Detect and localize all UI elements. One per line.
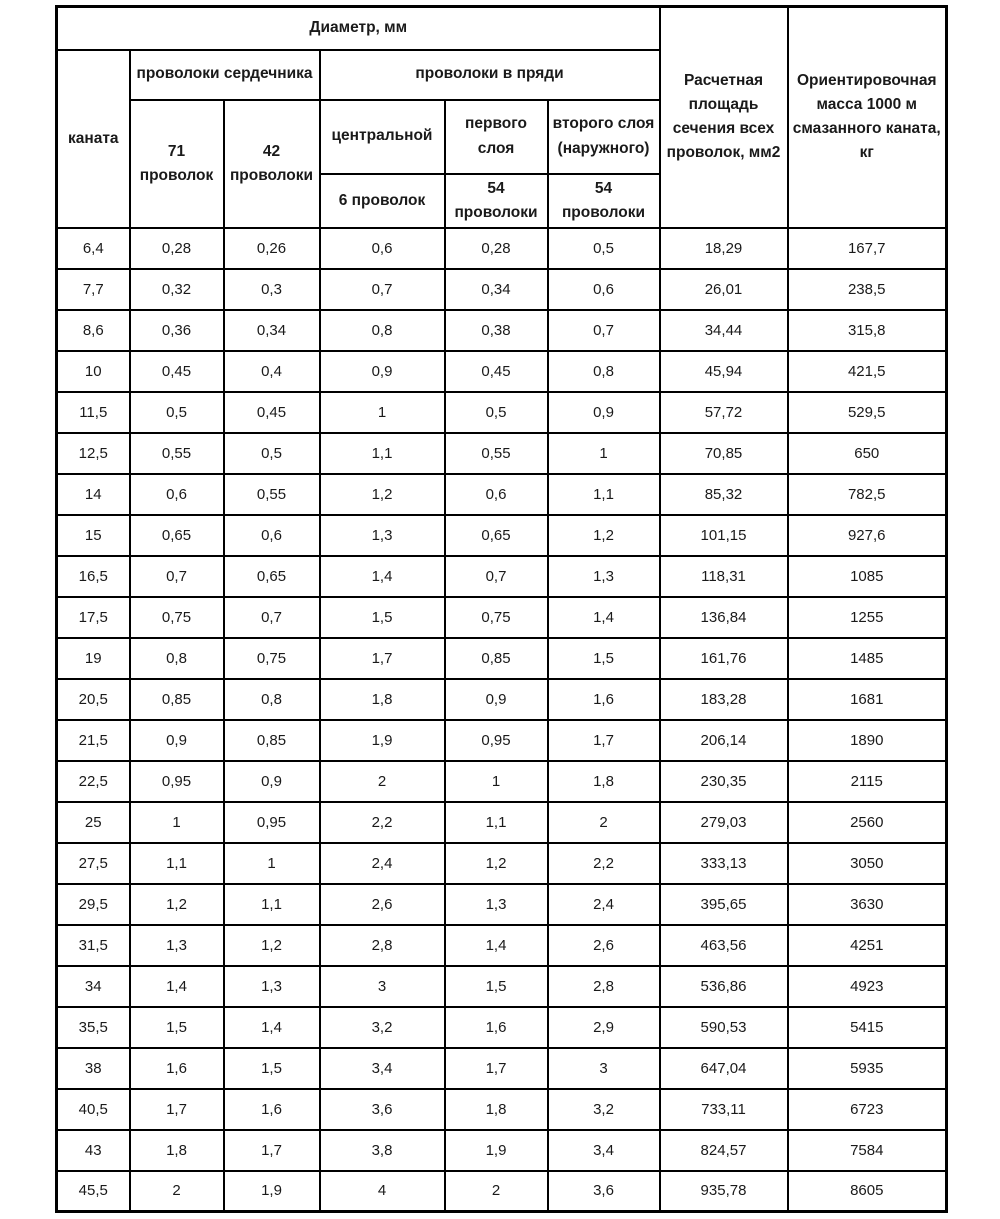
cell-first-layer-wire: 1,1	[445, 802, 548, 843]
table-row	[57, 843, 947, 884]
cell-first-layer-wire: 0,55	[445, 433, 548, 474]
cell-first-layer-wire: 1,8	[445, 1089, 548, 1130]
cell-first-layer-wire: 0,5	[445, 392, 548, 433]
cell-second-layer-wire: 2,6	[548, 925, 660, 966]
header-core-wires-group: проволоки сердечника	[130, 50, 320, 100]
table-row	[57, 1048, 947, 1089]
cell-core-wire-42: 0,6	[224, 515, 320, 556]
cell-core-wire-71: 1,5	[130, 1007, 224, 1048]
cell-second-layer-wire: 1,1	[548, 474, 660, 515]
cell-second-layer-wire: 2,4	[548, 884, 660, 925]
cell-rope-diameter: 40,5	[57, 1089, 130, 1130]
cell-central-wire: 3,4	[320, 1048, 445, 1089]
table-row	[57, 556, 947, 597]
header-core-71: 71 проволок	[130, 100, 224, 228]
cell-core-wire-71: 1,8	[130, 1130, 224, 1171]
table-row	[57, 474, 947, 515]
cell-core-wire-71: 0,28	[130, 228, 224, 269]
cell-first-layer-wire: 1,6	[445, 1007, 548, 1048]
cell-core-wire-71: 0,32	[130, 269, 224, 310]
cell-first-layer-wire: 0,38	[445, 310, 548, 351]
cell-section-area: 85,32	[660, 474, 788, 515]
table-row	[57, 884, 947, 925]
cell-core-wire-71: 0,65	[130, 515, 224, 556]
cell-central-wire: 1,5	[320, 597, 445, 638]
cell-section-area: 395,65	[660, 884, 788, 925]
cell-second-layer-wire: 2,8	[548, 966, 660, 1007]
cell-first-layer-wire: 1,2	[445, 843, 548, 884]
cell-core-wire-42: 0,34	[224, 310, 320, 351]
cell-first-layer-wire: 2	[445, 1171, 548, 1212]
cell-central-wire: 2,4	[320, 843, 445, 884]
cell-central-wire: 1,7	[320, 638, 445, 679]
table-row	[57, 515, 947, 556]
cell-section-area: 463,56	[660, 925, 788, 966]
cell-rope-diameter: 17,5	[57, 597, 130, 638]
cell-section-area: 18,29	[660, 228, 788, 269]
cell-first-layer-wire: 0,85	[445, 638, 548, 679]
cell-mass-1000m: 1681	[788, 679, 947, 720]
cell-rope-diameter: 15	[57, 515, 130, 556]
cell-core-wire-71: 1	[130, 802, 224, 843]
cell-section-area: 647,04	[660, 1048, 788, 1089]
cell-second-layer-wire: 1,2	[548, 515, 660, 556]
cell-central-wire: 1,8	[320, 679, 445, 720]
cell-second-layer-wire: 3,2	[548, 1089, 660, 1130]
cell-section-area: 183,28	[660, 679, 788, 720]
cell-central-wire: 4	[320, 1171, 445, 1212]
cell-core-wire-42: 1,2	[224, 925, 320, 966]
cell-second-layer-wire: 2	[548, 802, 660, 843]
table-row	[57, 1089, 947, 1130]
cell-core-wire-42: 0,3	[224, 269, 320, 310]
cell-mass-1000m: 4923	[788, 966, 947, 1007]
cell-core-wire-42: 1,3	[224, 966, 320, 1007]
cell-second-layer-wire: 3,4	[548, 1130, 660, 1171]
cell-core-wire-71: 1,4	[130, 966, 224, 1007]
cell-first-layer-wire: 0,45	[445, 351, 548, 392]
cell-mass-1000m: 7584	[788, 1130, 947, 1171]
cell-mass-1000m: 1085	[788, 556, 947, 597]
cell-central-wire: 3,2	[320, 1007, 445, 1048]
cell-first-layer-wire: 0,75	[445, 597, 548, 638]
header-diameter-group: Диаметр, мм	[57, 7, 660, 50]
cell-second-layer-wire: 2,9	[548, 1007, 660, 1048]
cell-mass-1000m: 8605	[788, 1171, 947, 1212]
table-row	[57, 638, 947, 679]
cell-first-layer-wire: 0,7	[445, 556, 548, 597]
cell-central-wire: 2	[320, 761, 445, 802]
cell-core-wire-71: 1,7	[130, 1089, 224, 1130]
cell-core-wire-42: 0,65	[224, 556, 320, 597]
cell-mass-1000m: 529,5	[788, 392, 947, 433]
table-row	[57, 269, 947, 310]
cell-mass-1000m: 421,5	[788, 351, 947, 392]
cell-mass-1000m: 1890	[788, 720, 947, 761]
cell-core-wire-71: 2	[130, 1171, 224, 1212]
cell-second-layer-wire: 1,3	[548, 556, 660, 597]
cell-core-wire-71: 0,7	[130, 556, 224, 597]
cell-second-layer-wire: 0,9	[548, 392, 660, 433]
cell-rope-diameter: 45,5	[57, 1171, 130, 1212]
cell-core-wire-42: 0,75	[224, 638, 320, 679]
cell-mass-1000m: 1255	[788, 597, 947, 638]
cell-second-layer-wire: 1,6	[548, 679, 660, 720]
header-central: центральной	[320, 100, 445, 174]
cell-mass-1000m: 3050	[788, 843, 947, 884]
cell-core-wire-42: 0,55	[224, 474, 320, 515]
cell-core-wire-71: 1,3	[130, 925, 224, 966]
cell-rope-diameter: 10	[57, 351, 130, 392]
cell-mass-1000m: 782,5	[788, 474, 947, 515]
cell-rope-diameter: 21,5	[57, 720, 130, 761]
table-row	[57, 966, 947, 1007]
header-core-42: 42 проволоки	[224, 100, 320, 228]
table-row	[57, 351, 947, 392]
cell-central-wire: 3,6	[320, 1089, 445, 1130]
cell-second-layer-wire: 0,8	[548, 351, 660, 392]
cell-mass-1000m: 3630	[788, 884, 947, 925]
cell-rope-diameter: 6,4	[57, 228, 130, 269]
cell-central-wire: 1,3	[320, 515, 445, 556]
cell-second-layer-wire: 1	[548, 433, 660, 474]
cell-second-layer-wire: 1,4	[548, 597, 660, 638]
table-body	[57, 228, 947, 1212]
cell-section-area: 45,94	[660, 351, 788, 392]
cell-central-wire: 1,4	[320, 556, 445, 597]
cell-mass-1000m: 2115	[788, 761, 947, 802]
cell-central-wire: 2,2	[320, 802, 445, 843]
cell-core-wire-71: 0,45	[130, 351, 224, 392]
cell-section-area: 34,44	[660, 310, 788, 351]
cell-first-layer-wire: 1,4	[445, 925, 548, 966]
header-first-layer-count: 54 проволоки	[445, 174, 548, 228]
cell-mass-1000m: 238,5	[788, 269, 947, 310]
cell-central-wire: 3	[320, 966, 445, 1007]
table-row	[57, 597, 947, 638]
cell-second-layer-wire: 0,6	[548, 269, 660, 310]
cell-rope-diameter: 22,5	[57, 761, 130, 802]
cell-mass-1000m: 315,8	[788, 310, 947, 351]
cell-section-area: 206,14	[660, 720, 788, 761]
cell-mass-1000m: 5415	[788, 1007, 947, 1048]
table-row	[57, 761, 947, 802]
cell-section-area: 824,57	[660, 1130, 788, 1171]
cell-core-wire-42: 1,4	[224, 1007, 320, 1048]
cell-mass-1000m: 4251	[788, 925, 947, 966]
cell-second-layer-wire: 2,2	[548, 843, 660, 884]
table-row	[57, 1007, 947, 1048]
table-row	[57, 720, 947, 761]
cell-section-area: 935,78	[660, 1171, 788, 1212]
cell-rope-diameter: 43	[57, 1130, 130, 1171]
cell-core-wire-42: 0,8	[224, 679, 320, 720]
table-row	[57, 310, 947, 351]
cell-rope-diameter: 35,5	[57, 1007, 130, 1048]
cell-rope-diameter: 19	[57, 638, 130, 679]
cell-second-layer-wire: 1,8	[548, 761, 660, 802]
cell-core-wire-42: 1,1	[224, 884, 320, 925]
cell-core-wire-42: 1,7	[224, 1130, 320, 1171]
table-row	[57, 1130, 947, 1171]
cell-rope-diameter: 38	[57, 1048, 130, 1089]
cell-second-layer-wire: 1,7	[548, 720, 660, 761]
cell-core-wire-71: 0,85	[130, 679, 224, 720]
header-mass: Ориентировочная масса 1000 м смазанного каната, кг	[788, 7, 947, 228]
table-row	[57, 392, 947, 433]
cell-section-area: 101,15	[660, 515, 788, 556]
cell-central-wire: 0,6	[320, 228, 445, 269]
cell-central-wire: 3,8	[320, 1130, 445, 1171]
cell-section-area: 230,35	[660, 761, 788, 802]
cell-mass-1000m: 6723	[788, 1089, 947, 1130]
cell-core-wire-71: 0,55	[130, 433, 224, 474]
table-row	[57, 802, 947, 843]
cell-first-layer-wire: 1,7	[445, 1048, 548, 1089]
cell-second-layer-wire: 0,5	[548, 228, 660, 269]
cell-second-layer-wire: 3	[548, 1048, 660, 1089]
cell-first-layer-wire: 0,95	[445, 720, 548, 761]
table-row	[57, 433, 947, 474]
table-row	[57, 1171, 947, 1212]
cell-core-wire-42: 0,4	[224, 351, 320, 392]
cell-rope-diameter: 12,5	[57, 433, 130, 474]
cell-mass-1000m: 167,7	[788, 228, 947, 269]
cell-rope-diameter: 31,5	[57, 925, 130, 966]
table-row	[57, 679, 947, 720]
header-section-area: Расчетная площадь сечения всех проволок, мм2	[660, 7, 788, 228]
cell-central-wire: 1,1	[320, 433, 445, 474]
cell-rope-diameter: 7,7	[57, 269, 130, 310]
cell-central-wire: 2,8	[320, 925, 445, 966]
cell-section-area: 26,01	[660, 269, 788, 310]
cell-central-wire: 1	[320, 392, 445, 433]
header-rope: каната	[57, 50, 130, 228]
cell-first-layer-wire: 0,65	[445, 515, 548, 556]
cell-rope-diameter: 8,6	[57, 310, 130, 351]
cell-section-area: 590,53	[660, 1007, 788, 1048]
wire-rope-spec-table	[55, 5, 948, 1213]
cell-core-wire-42: 0,9	[224, 761, 320, 802]
cell-section-area: 118,31	[660, 556, 788, 597]
cell-core-wire-71: 0,36	[130, 310, 224, 351]
cell-central-wire: 1,9	[320, 720, 445, 761]
cell-first-layer-wire: 0,34	[445, 269, 548, 310]
cell-rope-diameter: 34	[57, 966, 130, 1007]
cell-core-wire-42: 1,5	[224, 1048, 320, 1089]
cell-section-area: 333,13	[660, 843, 788, 884]
cell-core-wire-42: 1,9	[224, 1171, 320, 1212]
cell-core-wire-42: 1,6	[224, 1089, 320, 1130]
cell-core-wire-42: 0,95	[224, 802, 320, 843]
cell-rope-diameter: 14	[57, 474, 130, 515]
cell-core-wire-71: 0,9	[130, 720, 224, 761]
cell-rope-diameter: 29,5	[57, 884, 130, 925]
cell-core-wire-71: 0,5	[130, 392, 224, 433]
header-central-count: 6 проволок	[320, 174, 445, 228]
cell-first-layer-wire: 1,3	[445, 884, 548, 925]
table-row	[57, 925, 947, 966]
cell-mass-1000m: 1485	[788, 638, 947, 679]
header-first-layer: первого слоя	[445, 100, 548, 174]
cell-core-wire-71: 0,6	[130, 474, 224, 515]
cell-section-area: 70,85	[660, 433, 788, 474]
cell-rope-diameter: 27,5	[57, 843, 130, 884]
cell-core-wire-42: 0,26	[224, 228, 320, 269]
cell-central-wire: 0,8	[320, 310, 445, 351]
cell-second-layer-wire: 1,5	[548, 638, 660, 679]
header-second-layer-count: 54 проволоки	[548, 174, 660, 228]
cell-first-layer-wire: 1,9	[445, 1130, 548, 1171]
cell-section-area: 136,84	[660, 597, 788, 638]
cell-mass-1000m: 927,6	[788, 515, 947, 556]
cell-core-wire-42: 0,45	[224, 392, 320, 433]
cell-core-wire-71: 0,8	[130, 638, 224, 679]
cell-central-wire: 2,6	[320, 884, 445, 925]
cell-core-wire-42: 0,5	[224, 433, 320, 474]
table-header	[57, 7, 947, 228]
header-strand-wires-group: проволоки в пряди	[320, 50, 660, 100]
cell-rope-diameter: 11,5	[57, 392, 130, 433]
cell-rope-diameter: 16,5	[57, 556, 130, 597]
cell-rope-diameter: 20,5	[57, 679, 130, 720]
cell-core-wire-42: 0,85	[224, 720, 320, 761]
cell-mass-1000m: 5935	[788, 1048, 947, 1089]
cell-first-layer-wire: 0,28	[445, 228, 548, 269]
cell-second-layer-wire: 3,6	[548, 1171, 660, 1212]
cell-core-wire-71: 0,75	[130, 597, 224, 638]
cell-second-layer-wire: 0,7	[548, 310, 660, 351]
cell-section-area: 536,86	[660, 966, 788, 1007]
cell-central-wire: 0,7	[320, 269, 445, 310]
header-second-layer: второго слоя (наружного)	[548, 100, 660, 174]
cell-core-wire-71: 1,1	[130, 843, 224, 884]
cell-section-area: 57,72	[660, 392, 788, 433]
cell-rope-diameter: 25	[57, 802, 130, 843]
cell-core-wire-42: 1	[224, 843, 320, 884]
cell-section-area: 733,11	[660, 1089, 788, 1130]
cell-core-wire-71: 1,2	[130, 884, 224, 925]
cell-first-layer-wire: 1	[445, 761, 548, 802]
cell-core-wire-42: 0,7	[224, 597, 320, 638]
cell-first-layer-wire: 0,9	[445, 679, 548, 720]
table-row	[57, 228, 947, 269]
cell-section-area: 161,76	[660, 638, 788, 679]
cell-central-wire: 1,2	[320, 474, 445, 515]
cell-first-layer-wire: 1,5	[445, 966, 548, 1007]
cell-first-layer-wire: 0,6	[445, 474, 548, 515]
cell-core-wire-71: 0,95	[130, 761, 224, 802]
cell-section-area: 279,03	[660, 802, 788, 843]
cell-core-wire-71: 1,6	[130, 1048, 224, 1089]
cell-central-wire: 0,9	[320, 351, 445, 392]
cell-mass-1000m: 650	[788, 433, 947, 474]
cell-mass-1000m: 2560	[788, 802, 947, 843]
